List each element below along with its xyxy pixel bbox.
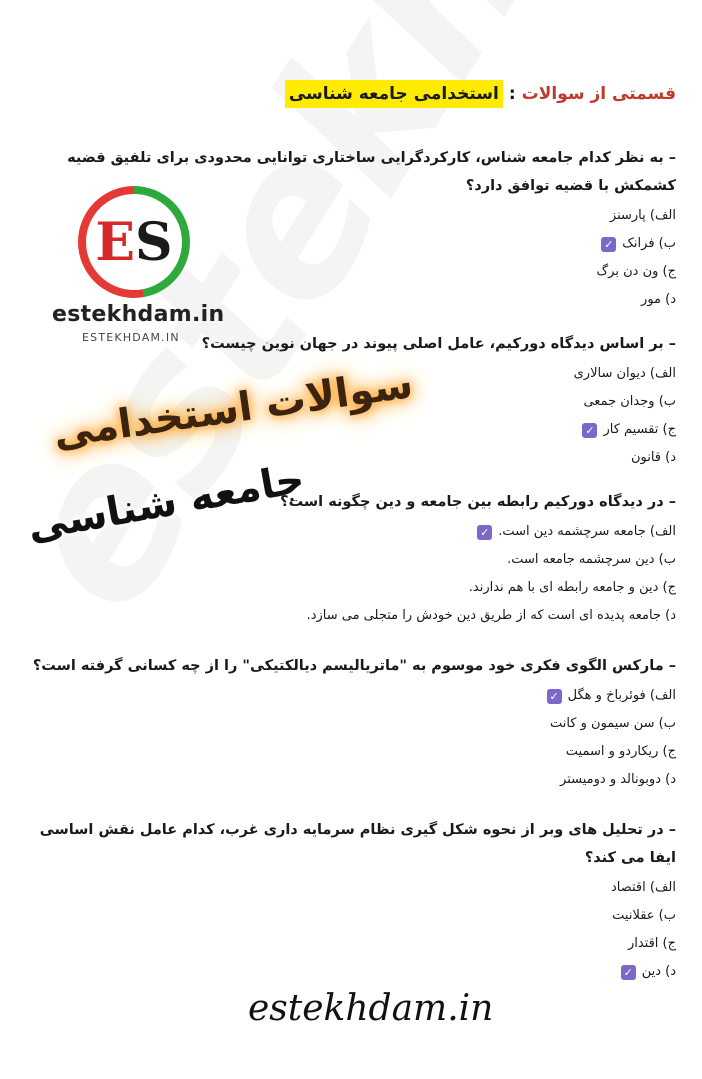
- title-colon: :: [508, 84, 516, 104]
- title-prefix: قسمتی از سوالات: [521, 84, 676, 104]
- question-block: [26, 816, 676, 986]
- option-label: الف) دیوان سالاری: [573, 366, 676, 381]
- option-label: ب) دین سرچشمه جامعه است.: [507, 552, 676, 567]
- option[interactable]: [33, 738, 676, 766]
- brand-name: estekhdam.in: [52, 302, 225, 327]
- checkmark-icon: ✓: [601, 237, 616, 252]
- logo-letter-s: S: [135, 211, 173, 273]
- option-correct[interactable]: [280, 518, 676, 546]
- option[interactable]: [280, 574, 676, 602]
- option-label: ج) دین و جامعه رابطه ای با هم ندارند.: [468, 580, 676, 595]
- option-label: الف) اقتصاد: [610, 880, 676, 895]
- checkmark-icon: ✓: [582, 423, 597, 438]
- option[interactable]: [26, 258, 676, 286]
- option-label: ب) فرانک: [622, 236, 676, 251]
- promo-line-2: جامعه شناسی: [24, 456, 308, 550]
- option-label: د) دوبونالد و دومیستر: [560, 772, 676, 787]
- option-label: ب) سن سیمون و کانت: [549, 716, 676, 731]
- question-block: [202, 330, 676, 472]
- question-block: [26, 144, 676, 314]
- option-label: د) قانون: [630, 450, 676, 465]
- question-text: – بر اساس دیدگاه دورکیم، عامل اصلی پیوند در جهان نوین چیست؟: [201, 336, 676, 352]
- option[interactable]: [280, 602, 676, 630]
- question-text: – مارکس الگوی فکری خود موسوم به "ماتریالیسم دیالکتیکی" را از چه کسانی گرفته است؟: [32, 658, 676, 674]
- option-label: الف) فوئرباخ و هگل: [567, 688, 676, 703]
- question-block: [280, 488, 676, 630]
- option[interactable]: [26, 874, 676, 902]
- option[interactable]: [280, 546, 676, 574]
- option[interactable]: [202, 444, 676, 472]
- option-label: ج) ریکاردو و اسمیت: [565, 744, 676, 759]
- question-text: – در دیدگاه دورکیم رابطه بین جامعه و دین چگونه است؟: [280, 494, 676, 510]
- page-title: [285, 80, 676, 108]
- question-text: – در تحلیل های وبر از نحوه شکل گیری نظام سرمایه داری غرب، کدام عامل نقش اساسی ایفا می کند؟: [39, 822, 676, 866]
- option-label: د) مور: [641, 292, 676, 307]
- option-correct[interactable]: [26, 958, 676, 986]
- option-label: ج) تقسیم کار: [603, 422, 676, 437]
- option[interactable]: [202, 360, 676, 388]
- promo-line-1: سوالات استخدامی: [50, 361, 416, 457]
- footer-brand: estekhdam.in: [248, 988, 494, 1029]
- option-label: د) دین: [641, 964, 676, 979]
- logo-letter-e: E: [95, 211, 136, 273]
- checkmark-icon: ✓: [621, 965, 636, 980]
- option-label: د) جامعه پدیده ای است که از طریق دین خودش را متجلی می سازد.: [306, 608, 676, 623]
- option[interactable]: [33, 766, 676, 794]
- option-label: ج) اقتدار: [627, 936, 676, 951]
- option[interactable]: [202, 388, 676, 416]
- option[interactable]: [33, 710, 676, 738]
- checkmark-icon: ✓: [477, 525, 492, 540]
- option[interactable]: [26, 902, 676, 930]
- option-correct[interactable]: [33, 682, 676, 710]
- option-correct[interactable]: [26, 230, 676, 258]
- option-label: ب) وجدان جمعی: [583, 394, 676, 409]
- option[interactable]: [26, 286, 676, 314]
- checkmark-icon: ✓: [547, 689, 562, 704]
- question-text: – به نظر کدام جامعه شناس، کارکردگرایی ساختاری توانایی محدودی برای تلفیق قضیه کشمکش با قضیه توافق دارد؟: [67, 150, 676, 194]
- option[interactable]: [26, 930, 676, 958]
- option-label: الف) پارسنز: [609, 208, 676, 223]
- option-label: ب) عقلانیت: [612, 908, 676, 923]
- option[interactable]: [26, 202, 676, 230]
- title-highlight: استخدامی جامعه شناسی: [285, 80, 503, 108]
- option-correct[interactable]: [202, 416, 676, 444]
- option-label: الف) جامعه سرچشمه دین است.: [498, 524, 676, 539]
- brand-subtitle: ESTEKHDAM.IN: [82, 331, 180, 344]
- option-label: ج) ون دن برگ: [596, 264, 676, 279]
- question-block: [33, 652, 676, 794]
